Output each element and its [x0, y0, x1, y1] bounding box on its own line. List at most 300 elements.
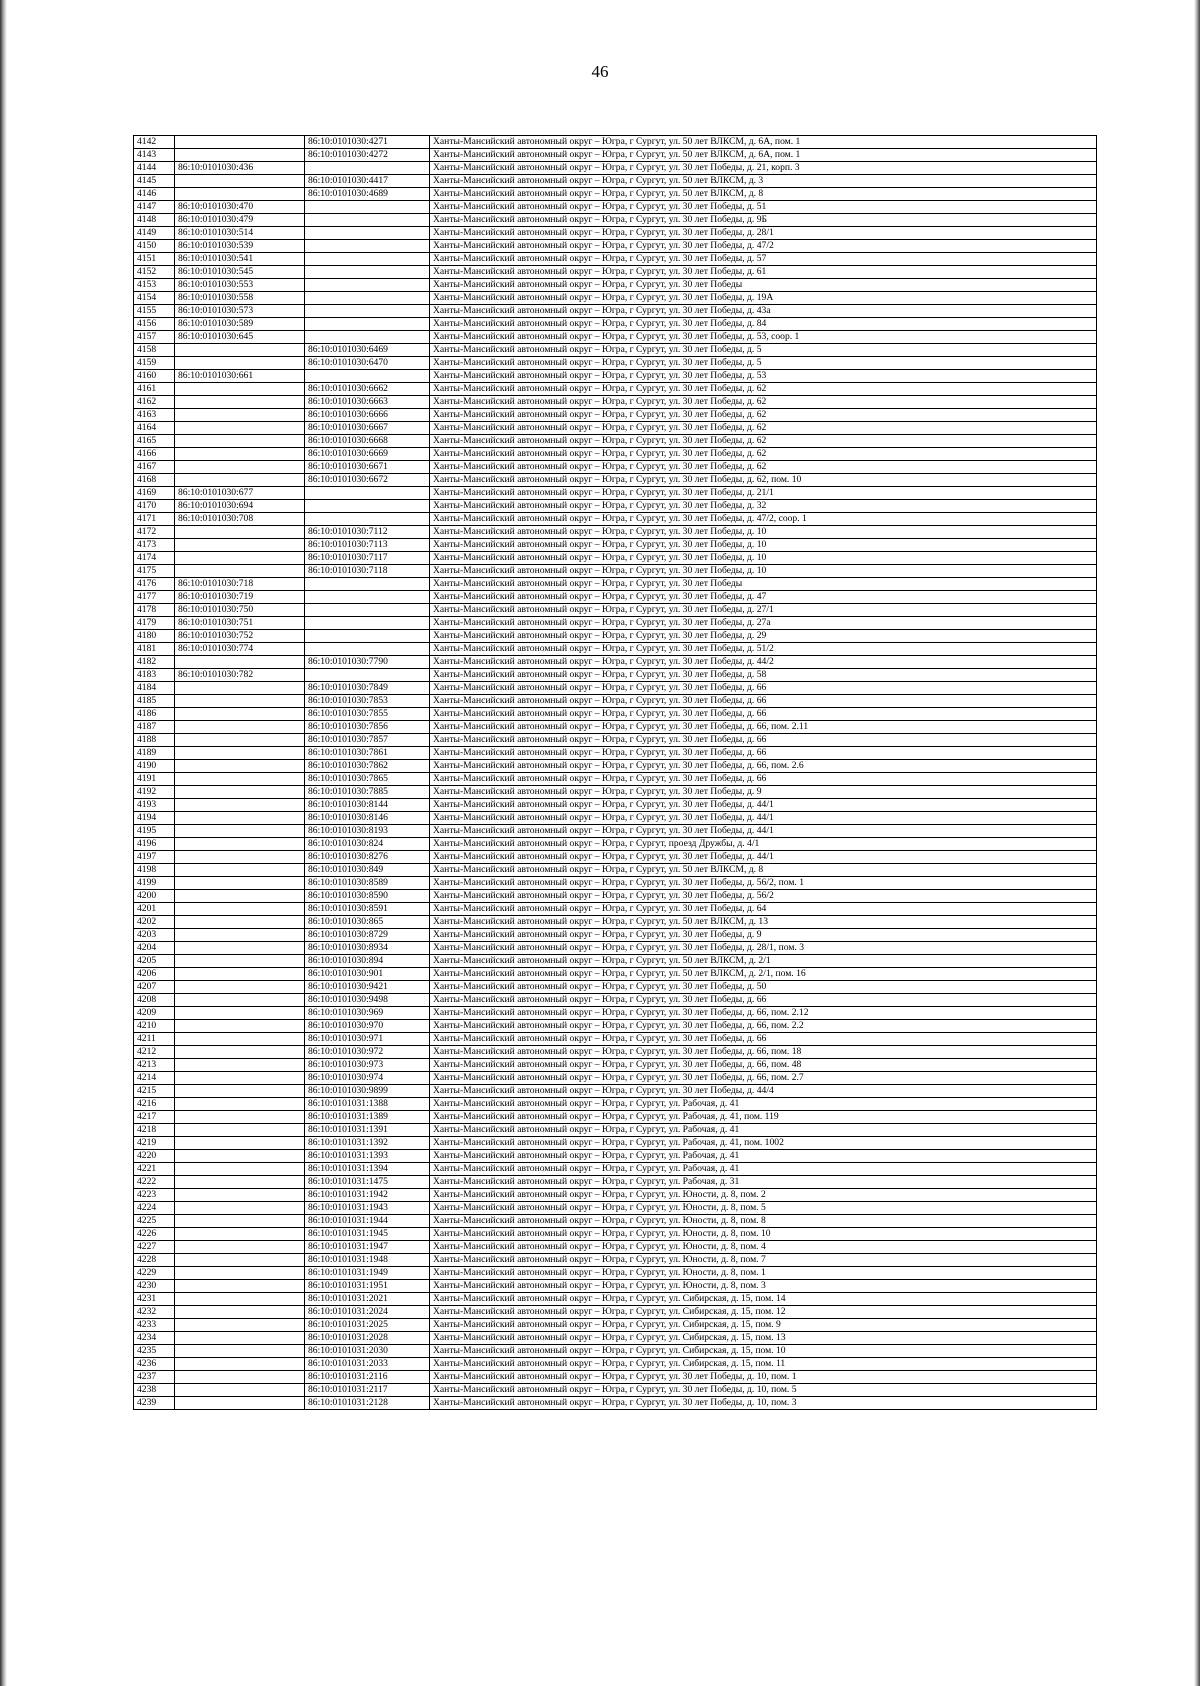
address: Ханты-Мансийский автономный округ – Югра, г Сургут, ул. 30 лет Победы, д. 62 [430, 396, 1097, 409]
address: Ханты-Мансийский автономный округ – Югра, г Сургут, ул. 30 лет Победы, д. 66 [430, 1033, 1097, 1046]
table-row [134, 617, 1097, 630]
address: Ханты-Мансийский автономный округ – Югра, г Сургут, ул. 30 лет Победы, д. 5 [430, 344, 1097, 357]
table-row [134, 500, 1097, 513]
land-cadastral-number [175, 435, 305, 448]
address: Ханты-Мансийский автономный округ – Югра, г Сургут, ул. 30 лет Победы, д. 10 [430, 539, 1097, 552]
row-number: 4190 [134, 760, 175, 773]
row-number: 4151 [134, 253, 175, 266]
table-row [134, 409, 1097, 422]
table-row [134, 448, 1097, 461]
row-number: 4232 [134, 1306, 175, 1319]
building-cadastral-number: 86:10:0101030:7790 [305, 656, 430, 669]
row-number: 4173 [134, 539, 175, 552]
table-row [134, 1267, 1097, 1280]
row-number: 4177 [134, 591, 175, 604]
page-number: 46 [591, 62, 609, 81]
building-cadastral-number: 86:10:0101031:2033 [305, 1358, 430, 1371]
table-row [134, 1332, 1097, 1345]
row-number: 4193 [134, 799, 175, 812]
building-cadastral-number: 86:10:0101031:2028 [305, 1332, 430, 1345]
address: Ханты-Мансийский автономный округ – Югра, г Сургут, ул. 30 лет Победы, д. 66, пом. 48 [430, 1059, 1097, 1072]
land-cadastral-number [175, 695, 305, 708]
building-cadastral-number: 86:10:0101031:1942 [305, 1189, 430, 1202]
row-number: 4156 [134, 318, 175, 331]
row-number: 4223 [134, 1189, 175, 1202]
table-row [134, 890, 1097, 903]
land-cadastral-number [175, 942, 305, 955]
address: Ханты-Мансийский автономный округ – Югра, г Сургут, ул. 30 лет Победы, д. 66 [430, 708, 1097, 721]
table-row [134, 968, 1097, 981]
building-cadastral-number: 86:10:0101030:973 [305, 1059, 430, 1072]
building-cadastral-number: 86:10:0101031:1393 [305, 1150, 430, 1163]
row-number: 4159 [134, 357, 175, 370]
row-number: 4206 [134, 968, 175, 981]
address: Ханты-Мансийский автономный округ – Югра, г Сургут, ул. 30 лет Победы, д. 9 [430, 786, 1097, 799]
land-cadastral-number [175, 552, 305, 565]
address: Ханты-Мансийский автономный округ – Югра, г Сургут, ул. 30 лет Победы, д. 66 [430, 682, 1097, 695]
address: Ханты-Мансийский автономный округ – Югра, г Сургут, проезд Дружбы, д. 4/1 [430, 838, 1097, 851]
row-number: 4144 [134, 162, 175, 175]
row-number: 4215 [134, 1085, 175, 1098]
address: Ханты-Мансийский автономный округ – Югра, г Сургут, ул. 30 лет Победы, д. 62 [430, 435, 1097, 448]
address: Ханты-Мансийский автономный округ – Югра, г Сургут, ул. Рабочая, д. 31 [430, 1176, 1097, 1189]
land-cadastral-number [175, 1176, 305, 1189]
table-row [134, 266, 1097, 279]
building-cadastral-number: 86:10:0101030:971 [305, 1033, 430, 1046]
table-row [134, 149, 1097, 162]
address: Ханты-Мансийский автономный округ – Югра, г Сургут, ул. 30 лет Победы, д. 10 [430, 565, 1097, 578]
row-number: 4188 [134, 734, 175, 747]
land-cadastral-number [175, 1098, 305, 1111]
table-row [134, 1254, 1097, 1267]
address: Ханты-Мансийский автономный округ – Югра, г Сургут, ул. 30 лет Победы, д. 61 [430, 266, 1097, 279]
table-row [134, 786, 1097, 799]
address: Ханты-Мансийский автономный округ – Югра, г Сургут, ул. 30 лет Победы, д. 43а [430, 305, 1097, 318]
land-cadastral-number [175, 1306, 305, 1319]
address: Ханты-Мансийский автономный округ – Югра, г Сургут, ул. 30 лет Победы, д. 66 [430, 734, 1097, 747]
table-row [134, 305, 1097, 318]
table-row [134, 1215, 1097, 1228]
address: Ханты-Мансийский автономный округ – Югра, г Сургут, ул. 30 лет Победы, д. 44/1 [430, 825, 1097, 838]
row-number: 4146 [134, 188, 175, 201]
land-cadastral-number [175, 1189, 305, 1202]
land-cadastral-number [175, 747, 305, 760]
building-cadastral-number: 86:10:0101031:1391 [305, 1124, 430, 1137]
address: Ханты-Мансийский автономный округ – Югра, г Сургут, ул. Рабочая, д. 41, пом. 119 [430, 1111, 1097, 1124]
address: Ханты-Мансийский автономный округ – Югра, г Сургут, ул. 30 лет Победы, д. 10, пом. 5 [430, 1384, 1097, 1397]
land-cadastral-number [175, 344, 305, 357]
land-cadastral-number: 86:10:0101030:470 [175, 201, 305, 214]
building-cadastral-number: 86:10:0101030:8146 [305, 812, 430, 825]
land-cadastral-number [175, 864, 305, 877]
table-row [134, 591, 1097, 604]
address: Ханты-Мансийский автономный округ – Югра, г Сургут, ул. 30 лет Победы, д. 21, корп. 3 [430, 162, 1097, 175]
land-cadastral-number [175, 149, 305, 162]
table-row [134, 916, 1097, 929]
building-cadastral-number: 86:10:0101030:7855 [305, 708, 430, 721]
address: Ханты-Мансийский автономный округ – Югра, г Сургут, ул. 30 лет Победы, д. 58 [430, 669, 1097, 682]
address: Ханты-Мансийский автономный округ – Югра, г Сургут, ул. 30 лет Победы, д. 64 [430, 903, 1097, 916]
land-cadastral-number [175, 825, 305, 838]
building-cadastral-number: 86:10:0101030:7885 [305, 786, 430, 799]
table-row [134, 942, 1097, 955]
building-cadastral-number: 86:10:0101030:970 [305, 1020, 430, 1033]
building-cadastral-number: 86:10:0101030:894 [305, 955, 430, 968]
table-row [134, 292, 1097, 305]
address: Ханты-Мансийский автономный округ – Югра, г Сургут, ул. 50 лет ВЛКСМ, д. 3 [430, 175, 1097, 188]
table-row [134, 838, 1097, 851]
row-number: 4209 [134, 1007, 175, 1020]
land-cadastral-number [175, 1293, 305, 1306]
building-cadastral-number: 86:10:0101030:7849 [305, 682, 430, 695]
row-number: 4186 [134, 708, 175, 721]
row-number: 4175 [134, 565, 175, 578]
building-cadastral-number: 86:10:0101030:4689 [305, 188, 430, 201]
building-cadastral-number: 86:10:0101030:6662 [305, 383, 430, 396]
address: Ханты-Мансийский автономный округ – Югра, г Сургут, ул. 30 лет Победы, д. 47/2, соор. 1 [430, 513, 1097, 526]
row-number: 4208 [134, 994, 175, 1007]
address: Ханты-Мансийский автономный округ – Югра, г Сургут, ул. 30 лет Победы, д. 5 [430, 357, 1097, 370]
land-cadastral-number [175, 1202, 305, 1215]
table-row [134, 279, 1097, 292]
land-cadastral-number [175, 955, 305, 968]
land-cadastral-number [175, 1033, 305, 1046]
table-row [134, 1020, 1097, 1033]
address: Ханты-Мансийский автономный округ – Югра, г Сургут, ул. 30 лет Победы, д. 47 [430, 591, 1097, 604]
land-cadastral-number [175, 877, 305, 890]
table-row [134, 1111, 1097, 1124]
address: Ханты-Мансийский автономный округ – Югра, г Сургут, ул. 30 лет Победы, д. 57 [430, 253, 1097, 266]
table-row [134, 695, 1097, 708]
land-cadastral-number [175, 890, 305, 903]
registry-table-wrap [133, 135, 1097, 1410]
land-cadastral-number [175, 1228, 305, 1241]
address: Ханты-Мансийский автономный округ – Югра, г Сургут, ул. 30 лет Победы, д. 62 [430, 422, 1097, 435]
row-number: 4221 [134, 1163, 175, 1176]
building-cadastral-number: 86:10:0101030:7861 [305, 747, 430, 760]
address: Ханты-Мансийский автономный округ – Югра, г Сургут, ул. 30 лет Победы, д. 62 [430, 448, 1097, 461]
land-cadastral-number: 86:10:0101030:436 [175, 162, 305, 175]
land-cadastral-number [175, 175, 305, 188]
address: Ханты-Мансийский автономный округ – Югра, г Сургут, ул. Юности, д. 8, пом. 8 [430, 1215, 1097, 1228]
address: Ханты-Мансийский автономный округ – Югра, г Сургут, ул. 30 лет Победы, д. 66, пом. 2.12 [430, 1007, 1097, 1020]
table-row [134, 474, 1097, 487]
land-cadastral-number [175, 1384, 305, 1397]
row-number: 4217 [134, 1111, 175, 1124]
row-number: 4164 [134, 422, 175, 435]
table-row [134, 903, 1097, 916]
address: Ханты-Мансийский автономный округ – Югра, г Сургут, ул. Рабочая, д. 41 [430, 1163, 1097, 1176]
land-cadastral-number [175, 1020, 305, 1033]
building-cadastral-number: 86:10:0101030:6470 [305, 357, 430, 370]
row-number: 4158 [134, 344, 175, 357]
row-number: 4235 [134, 1345, 175, 1358]
address: Ханты-Мансийский автономный округ – Югра, г Сургут, ул. 30 лет Победы, д. 44/1 [430, 851, 1097, 864]
table-row [134, 877, 1097, 890]
scan-left-edge [0, 0, 7, 1686]
address: Ханты-Мансийский автономный округ – Югра, г Сургут, ул. 30 лет Победы, д. 66 [430, 994, 1097, 1007]
table-row [134, 1280, 1097, 1293]
building-cadastral-number [305, 305, 430, 318]
table-row [134, 799, 1097, 812]
building-cadastral-number [305, 214, 430, 227]
land-cadastral-number [175, 422, 305, 435]
table-row [134, 1072, 1097, 1085]
scan-right-edge [1194, 0, 1200, 1686]
land-cadastral-number [175, 1267, 305, 1280]
row-number: 4211 [134, 1033, 175, 1046]
row-number: 4234 [134, 1332, 175, 1345]
address: Ханты-Мансийский автономный округ – Югра, г Сургут, ул. 30 лет Победы, д. 66, пом. 2.6 [430, 760, 1097, 773]
row-number: 4171 [134, 513, 175, 526]
land-cadastral-number [175, 1046, 305, 1059]
row-number: 4192 [134, 786, 175, 799]
building-cadastral-number: 86:10:0101030:9498 [305, 994, 430, 1007]
land-cadastral-number [175, 799, 305, 812]
building-cadastral-number [305, 500, 430, 513]
table-row [134, 396, 1097, 409]
land-cadastral-number: 86:10:0101030:541 [175, 253, 305, 266]
table-row [134, 565, 1097, 578]
building-cadastral-number: 86:10:0101030:7856 [305, 721, 430, 734]
table-row [134, 630, 1097, 643]
land-cadastral-number: 86:10:0101030:718 [175, 578, 305, 591]
building-cadastral-number: 86:10:0101030:6672 [305, 474, 430, 487]
address: Ханты-Мансийский автономный округ – Югра, г Сургут, ул. 30 лет Победы, д. 66 [430, 747, 1097, 760]
row-number: 4172 [134, 526, 175, 539]
address: Ханты-Мансийский автономный округ – Югра, г Сургут, ул. 30 лет Победы, д. 56/2, пом. 1 [430, 877, 1097, 890]
address: Ханты-Мансийский автономный округ – Югра, г Сургут, ул. 30 лет Победы, д. 10 [430, 552, 1097, 565]
address: Ханты-Мансийский автономный округ – Югра, г Сургут, ул. 30 лет Победы, д. 10 [430, 526, 1097, 539]
table-row [134, 214, 1097, 227]
address: Ханты-Мансийский автономный округ – Югра, г Сургут, ул. 30 лет Победы, д. 66 [430, 773, 1097, 786]
address: Ханты-Мансийский автономный округ – Югра, г Сургут, ул. 30 лет Победы, д. 44/1 [430, 812, 1097, 825]
table-row [134, 526, 1097, 539]
row-number: 4174 [134, 552, 175, 565]
building-cadastral-number: 86:10:0101030:6469 [305, 344, 430, 357]
table-row [134, 1059, 1097, 1072]
table-row [134, 1358, 1097, 1371]
building-cadastral-number [305, 318, 430, 331]
land-cadastral-number [175, 1137, 305, 1150]
table-row [134, 240, 1097, 253]
table-row [134, 955, 1097, 968]
building-cadastral-number: 86:10:0101030:7862 [305, 760, 430, 773]
land-cadastral-number [175, 448, 305, 461]
land-cadastral-number [175, 682, 305, 695]
table-row [134, 578, 1097, 591]
row-number: 4213 [134, 1059, 175, 1072]
building-cadastral-number: 86:10:0101031:1394 [305, 1163, 430, 1176]
building-cadastral-number [305, 279, 430, 292]
land-cadastral-number: 86:10:0101030:661 [175, 370, 305, 383]
row-number: 4239 [134, 1397, 175, 1410]
table-row [134, 734, 1097, 747]
row-number: 4198 [134, 864, 175, 877]
table-row [134, 370, 1097, 383]
table-row [134, 227, 1097, 240]
building-cadastral-number: 86:10:0101031:1949 [305, 1267, 430, 1280]
table-row [134, 1124, 1097, 1137]
building-cadastral-number [305, 591, 430, 604]
land-cadastral-number [175, 1124, 305, 1137]
row-number: 4150 [134, 240, 175, 253]
table-row [134, 435, 1097, 448]
address: Ханты-Мансийский автономный округ – Югра, г Сургут, ул. 30 лет Победы [430, 279, 1097, 292]
building-cadastral-number: 86:10:0101030:6666 [305, 409, 430, 422]
land-cadastral-number [175, 851, 305, 864]
row-number: 4195 [134, 825, 175, 838]
row-number: 4191 [134, 773, 175, 786]
land-cadastral-number: 86:10:0101030:774 [175, 643, 305, 656]
row-number: 4180 [134, 630, 175, 643]
land-cadastral-number [175, 1007, 305, 1020]
table-row [134, 253, 1097, 266]
building-cadastral-number [305, 617, 430, 630]
land-cadastral-number [175, 786, 305, 799]
row-number: 4179 [134, 617, 175, 630]
address: Ханты-Мансийский автономный округ – Югра, г Сургут, ул. Юности, д. 8, пом. 3 [430, 1280, 1097, 1293]
row-number: 4184 [134, 682, 175, 695]
address: Ханты-Мансийский автономный округ – Югра, г Сургут, ул. 30 лет Победы, д. 19А [430, 292, 1097, 305]
table-row [134, 1306, 1097, 1319]
table-row [134, 669, 1097, 682]
building-cadastral-number: 86:10:0101030:6671 [305, 461, 430, 474]
building-cadastral-number: 86:10:0101030:4417 [305, 175, 430, 188]
building-cadastral-number: 86:10:0101031:1389 [305, 1111, 430, 1124]
row-number: 4154 [134, 292, 175, 305]
row-number: 4169 [134, 487, 175, 500]
row-number: 4187 [134, 721, 175, 734]
building-cadastral-number [305, 513, 430, 526]
land-cadastral-number [175, 526, 305, 539]
building-cadastral-number [305, 266, 430, 279]
land-cadastral-number: 86:10:0101030:479 [175, 214, 305, 227]
address: Ханты-Мансийский автономный округ – Югра, г Сургут, ул. Рабочая, д. 41 [430, 1124, 1097, 1137]
building-cadastral-number: 86:10:0101030:7113 [305, 539, 430, 552]
land-cadastral-number [175, 383, 305, 396]
table-row [134, 747, 1097, 760]
address: Ханты-Мансийский автономный округ – Югра, г Сургут, ул. 30 лет Победы, д. 28/1, пом. 3 [430, 942, 1097, 955]
table-row [134, 708, 1097, 721]
address: Ханты-Мансийский автономный округ – Югра, г Сургут, ул. 30 лет Победы, д. 21/1 [430, 487, 1097, 500]
address: Ханты-Мансийский автономный округ – Югра, г Сургут, ул. 30 лет Победы, д. 50 [430, 981, 1097, 994]
row-number: 4165 [134, 435, 175, 448]
address: Ханты-Мансийский автономный округ – Югра, г Сургут, ул. 30 лет Победы, д. 84 [430, 318, 1097, 331]
building-cadastral-number: 86:10:0101031:1948 [305, 1254, 430, 1267]
row-number: 4166 [134, 448, 175, 461]
building-cadastral-number: 86:10:0101030:6663 [305, 396, 430, 409]
address: Ханты-Мансийский автономный округ – Югра, г Сургут, ул. Сибирская, д. 15, пом. 9 [430, 1319, 1097, 1332]
land-cadastral-number [175, 461, 305, 474]
row-number: 4231 [134, 1293, 175, 1306]
land-cadastral-number [175, 968, 305, 981]
land-cadastral-number [175, 1241, 305, 1254]
address: Ханты-Мансийский автономный округ – Югра, г Сургут, ул. Сибирская, д. 15, пом. 14 [430, 1293, 1097, 1306]
table-row [134, 812, 1097, 825]
land-cadastral-number [175, 838, 305, 851]
land-cadastral-number [175, 1371, 305, 1384]
table-row [134, 1098, 1097, 1111]
building-cadastral-number: 86:10:0101030:8193 [305, 825, 430, 838]
land-cadastral-number [175, 773, 305, 786]
building-cadastral-number [305, 578, 430, 591]
table-row [134, 1150, 1097, 1163]
building-cadastral-number: 86:10:0101030:974 [305, 1072, 430, 1085]
table-row [134, 1345, 1097, 1358]
land-cadastral-number [175, 760, 305, 773]
building-cadastral-number: 86:10:0101030:8276 [305, 851, 430, 864]
land-cadastral-number [175, 656, 305, 669]
address: Ханты-Мансийский автономный округ – Югра, г Сургут, ул. 30 лет Победы, д. 66 [430, 695, 1097, 708]
land-cadastral-number: 86:10:0101030:677 [175, 487, 305, 500]
address: Ханты-Мансийский автономный округ – Югра, г Сургут, ул. 50 лет ВЛКСМ, д. 13 [430, 916, 1097, 929]
building-cadastral-number: 86:10:0101030:8589 [305, 877, 430, 890]
row-number: 4226 [134, 1228, 175, 1241]
row-number: 4200 [134, 890, 175, 903]
table-row [134, 422, 1097, 435]
row-number: 4212 [134, 1046, 175, 1059]
table-row [134, 1137, 1097, 1150]
table-row [134, 1163, 1097, 1176]
table-row [134, 162, 1097, 175]
row-number: 4225 [134, 1215, 175, 1228]
building-cadastral-number: 86:10:0101030:6669 [305, 448, 430, 461]
building-cadastral-number: 86:10:0101031:1392 [305, 1137, 430, 1150]
table-row [134, 929, 1097, 942]
address: Ханты-Мансийский автономный округ – Югра, г Сургут, ул. 30 лет Победы, д. 47/2 [430, 240, 1097, 253]
address: Ханты-Мансийский автономный округ – Югра, г Сургут, ул. 30 лет Победы, д. 62, пом. 10 [430, 474, 1097, 487]
land-cadastral-number [175, 188, 305, 201]
table-row [134, 487, 1097, 500]
building-cadastral-number: 86:10:0101031:2117 [305, 1384, 430, 1397]
land-cadastral-number [175, 903, 305, 916]
row-number: 4224 [134, 1202, 175, 1215]
table-row [134, 175, 1097, 188]
row-number: 4199 [134, 877, 175, 890]
table-row [134, 1241, 1097, 1254]
land-cadastral-number [175, 916, 305, 929]
building-cadastral-number: 86:10:0101031:1951 [305, 1280, 430, 1293]
building-cadastral-number: 86:10:0101030:4272 [305, 149, 430, 162]
building-cadastral-number [305, 487, 430, 500]
building-cadastral-number: 86:10:0101030:8729 [305, 929, 430, 942]
building-cadastral-number [305, 162, 430, 175]
table-row [134, 357, 1097, 370]
land-cadastral-number: 86:10:0101030:514 [175, 227, 305, 240]
table-row [134, 721, 1097, 734]
building-cadastral-number: 86:10:0101030:8590 [305, 890, 430, 903]
address: Ханты-Мансийский автономный округ – Югра, г Сургут, ул. 30 лет Победы, д. 27/1 [430, 604, 1097, 617]
building-cadastral-number: 86:10:0101031:2128 [305, 1397, 430, 1410]
address: Ханты-Мансийский автономный округ – Югра, г Сургут, ул. 30 лет Победы, д. 66, пом. 2.7 [430, 1072, 1097, 1085]
row-number: 4229 [134, 1267, 175, 1280]
building-cadastral-number: 86:10:0101031:1945 [305, 1228, 430, 1241]
building-cadastral-number: 86:10:0101031:1388 [305, 1098, 430, 1111]
building-cadastral-number [305, 227, 430, 240]
land-cadastral-number: 86:10:0101030:539 [175, 240, 305, 253]
building-cadastral-number: 86:10:0101030:849 [305, 864, 430, 877]
row-number: 4238 [134, 1384, 175, 1397]
address: Ханты-Мансийский автономный округ – Югра, г Сургут, ул. Юности, д. 8, пом. 1 [430, 1267, 1097, 1280]
address: Ханты-Мансийский автономный округ – Югра, г Сургут, ул. Юности, д. 8, пом. 5 [430, 1202, 1097, 1215]
address: Ханты-Мансийский автономный округ – Югра, г Сургут, ул. 30 лет Победы, д. 9Б [430, 214, 1097, 227]
table-row [134, 513, 1097, 526]
row-number: 4227 [134, 1241, 175, 1254]
building-cadastral-number: 86:10:0101030:7112 [305, 526, 430, 539]
table-row [134, 344, 1097, 357]
row-number: 4194 [134, 812, 175, 825]
